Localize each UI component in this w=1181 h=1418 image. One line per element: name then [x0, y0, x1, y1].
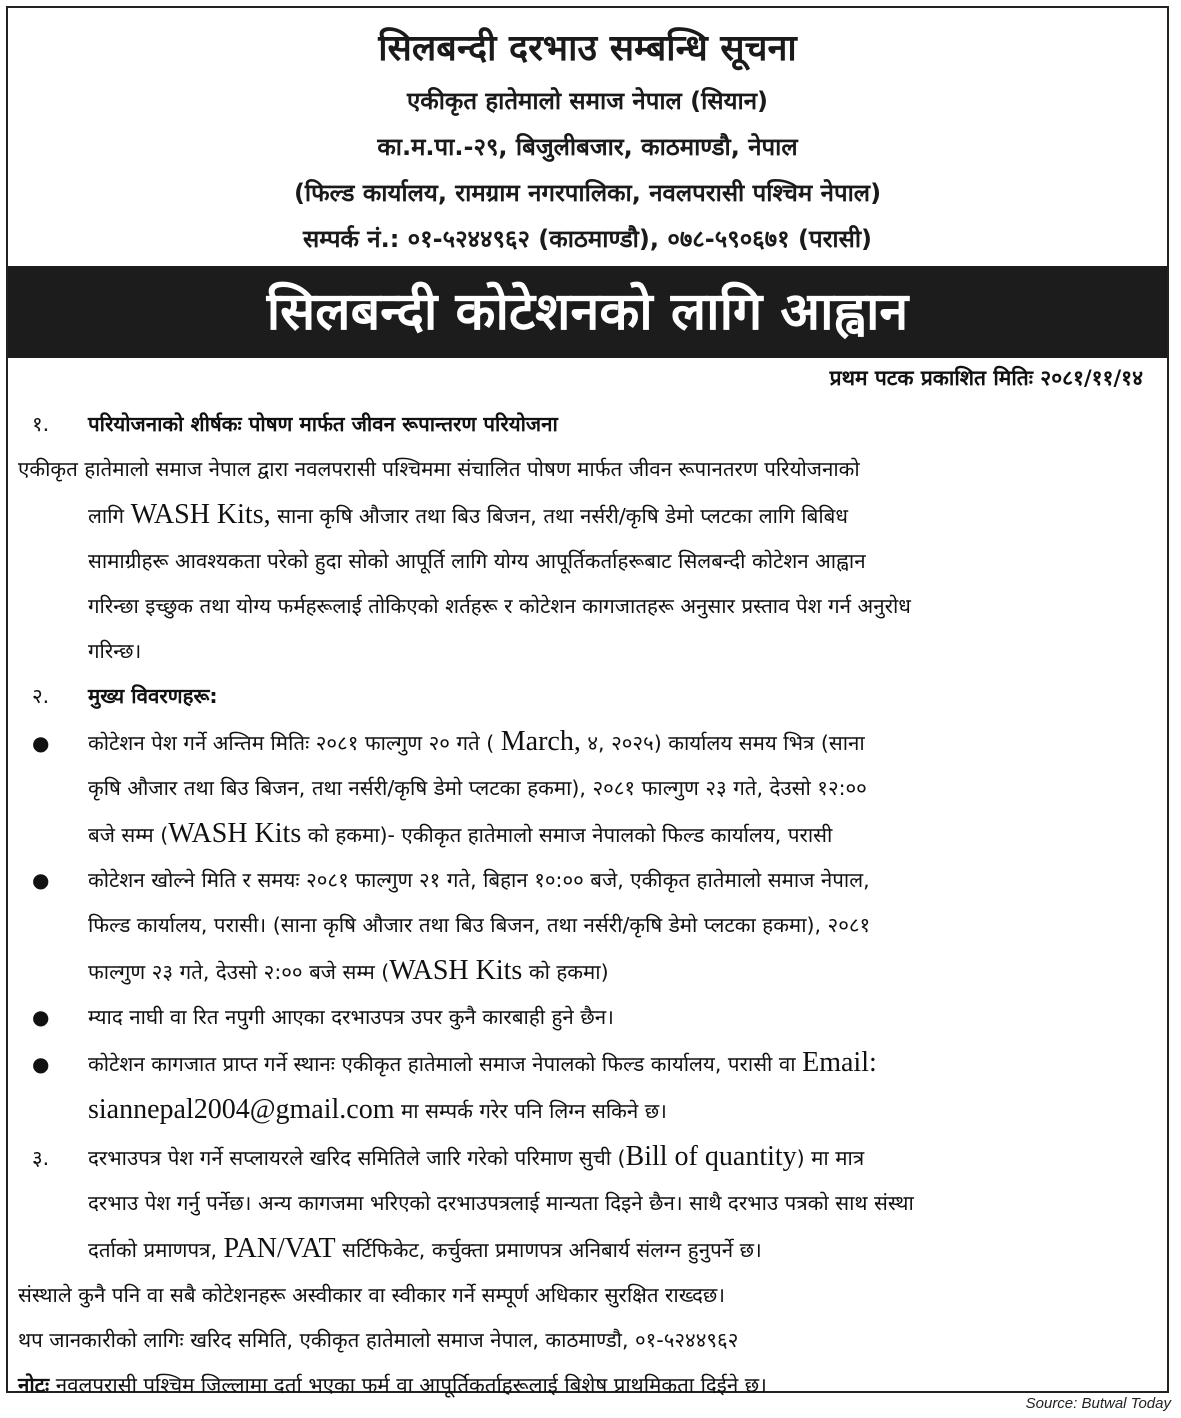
note [18, 1363, 1152, 1408]
text-span: Bill of quantity [625, 1141, 797, 1172]
section-1-line: एकीकृत हातेमालो समाज नेपाल द्वारा नवलपरासी पश्चिममा संचालित पोषण मार्फत जीवन रूपानतरण परियोजनाको [18, 457, 860, 481]
text-span: कोटेशन खोल्ने मिति र समयः २०८१ फाल्गुण २१ गते, बिहान १०:०० बजे, एकीकृत हातेमालो समाज नेपाल, [88, 868, 870, 892]
section-title: परियोजनाको शीर्षकः पोषण मार्फत जीवन रूपान्तरण परियोजना [88, 412, 558, 436]
text-span: Email: [802, 1047, 877, 1078]
organization-address: का.म.पा.-२९, बिजुलीबजार, काठमाण्डौ, नेपाल [377, 133, 798, 161]
section-1-heading [32, 402, 1152, 447]
text-span: दरभाउपत्र पेश गर्ने सप्लायरले खरिद समितिले जारि गरेको परिमाण सुची ( [88, 1146, 626, 1170]
text-span: WASH Kits, [130, 499, 271, 530]
more-info: थप जानकारीको लागिः खरिद समिति, एकीकृत हातेमालो समाज नेपाल, काठमाण्डौ, ०१-५२४४९६२ [18, 1328, 739, 1352]
bullet-item [32, 719, 1152, 766]
section-title: मुख्य विवरणहरू: [88, 684, 218, 708]
section-1-line: सामाग्रीहरू आवश्यकता परेको हुदा सोको आपूर्ति लागि योग्य आपूर्तिकर्ताहरूबाट सिलबन्दी कोटेशन आह्वान [88, 549, 866, 573]
bullet-icon: ● [32, 1052, 50, 1076]
section-1-line: गरिन्छ। [88, 639, 142, 663]
text-span: WASH Kits [389, 955, 523, 986]
contact-numbers: सम्पर्क नं.: ०१-५२४४९६२ (काठमाण्डौ), ०७८-५९०६७१ (परासी) [302, 225, 873, 253]
text-span: ४, २०२५) कार्यालय समय भित्र (साना [587, 731, 865, 755]
section-number: १. [32, 412, 50, 436]
text-span: फाल्गुण २३ गते, देउसो २:०० बजे सम्म ( [88, 960, 390, 984]
bullet-item [32, 995, 1152, 1040]
section-number: २. [32, 684, 50, 708]
text-span: WASH Kits [168, 818, 302, 849]
text-span: कोटेशन कागजात प्राप्त गर्ने स्थानः एकीकृत हातेमालो समाज नेपालको फिल्ड कार्यालय, परासी वा [88, 1052, 796, 1076]
text-span: सर्टिफिकेट, कर्चुक्ता प्रमाणपत्र अनिबार्य संलग्न हुनुपर्ने छ। [342, 1238, 762, 1262]
bullet-line [32, 948, 1152, 995]
text-span: साना कृषि औजार तथा बिउ बिजन, तथा नर्सरी/कृषि डेमो प्लटका लागि बिबिध [277, 504, 848, 528]
bullet-line [32, 811, 1152, 858]
organization-name: एकीकृत हातेमालो समाज नेपाल (सियान) [406, 87, 769, 115]
bullet-icon: ● [32, 1005, 50, 1029]
bullet-line: फिल्ड कार्यालय, परासी। (साना कृषि औजार तथा बिउ बिजन, तथा नर्सरी/कृषि डेमो प्लटका हकमा), २०८१ [88, 913, 871, 937]
rights-statement: संस्थाले कुनै पनि वा सबै कोटेशनहरू अस्वीकार वा स्वीकार गर्ने सम्पूर्ण अधिकार सुरक्षित राख्दछ। [18, 1283, 726, 1307]
section-3-line [32, 1226, 1152, 1273]
bullet-icon: ● [32, 731, 50, 755]
section-number: ३. [32, 1146, 50, 1170]
section-1-line: गरिन्छा इच्छुक तथा योग्य फर्महरूलाई तोकिएको शर्तहरू र कोटेशन कागजातहरू अनुसार प्रस्ताव पेश गर्न अनुरोध [88, 594, 911, 618]
invitation-banner: सिलबन्दी कोटेशनको लागि आह्वान [8, 266, 1167, 358]
text-span: को हकमा)- एकीकृत हातेमालो समाज नेपालको फिल्ड कार्यालय, परासी [307, 823, 833, 847]
text-span: बजे सम्म ( [88, 823, 169, 847]
section-1-line [32, 492, 1152, 539]
bullet-icon: ● [32, 868, 50, 892]
source-credit: Source: Butwal Today [1025, 1395, 1171, 1412]
bullet-line [32, 1087, 1152, 1134]
notice-body [18, 402, 1152, 1408]
email-link[interactable]: siannepal2004@gmail.com [88, 1094, 395, 1125]
bullet-item [32, 1040, 1152, 1087]
text-span: लागि [88, 504, 125, 528]
text-span: म्याद नाघी वा रित नपुगी आएका दरभाउपत्र उपर कुनै कारबाही हुने छैन। [88, 1005, 614, 1029]
publish-date: प्रथम पटक प्रकाशित मितिः २०८१/११/१४ [829, 366, 1143, 390]
section-2-heading [32, 674, 1152, 719]
note-label: नोटः [18, 1373, 50, 1397]
text-span: दर्ताको प्रमाणपत्र, [88, 1238, 217, 1262]
text-span: मा सम्पर्क गरेर पनि लिग्न सकिने छ। [401, 1099, 667, 1123]
bullet-item [32, 858, 1152, 903]
text-span: ) मा मात्र [796, 1146, 865, 1170]
text-span: को हकमा) [528, 960, 609, 984]
text-span: March, [500, 726, 581, 757]
bullet-line: कृषि औजार तथा बिउ बिजन, तथा नर्सरी/कृषि डेमो प्लटका हकमा), २०८१ फाल्गुण २३ गते, देउसो १२:०० [88, 776, 867, 800]
field-office: (फिल्ड कार्यालय, रामग्राम नगरपालिका, नवलपरासी पश्चिम नेपाल) [293, 179, 882, 207]
notice-page [6, 6, 1169, 1397]
section-3-line: दरभाउ पेश गर्नु पर्नेछ। अन्य कागजमा भरिएको दरभाउपत्रलाई मान्यता दिइने छैन। साथै दरभाउ पत्रको साथ संस्था [88, 1191, 914, 1215]
notice-title: सिलबन्दी दरभाउ सम्बन्धि सूचना [378, 28, 797, 69]
text-span: कोटेशन पेश गर्ने अन्तिम मितिः २०८१ फाल्गुण २० गते ( [88, 731, 495, 755]
note-text: नवलपरासी पश्चिम जिल्लामा दर्ता भएका फर्म वा आपूर्तिकर्ताहरूलाई बिशेष प्राथमिकता दिईने छ। [55, 1373, 767, 1397]
text-span: PAN/VAT [223, 1233, 336, 1264]
section-3 [32, 1134, 1152, 1181]
